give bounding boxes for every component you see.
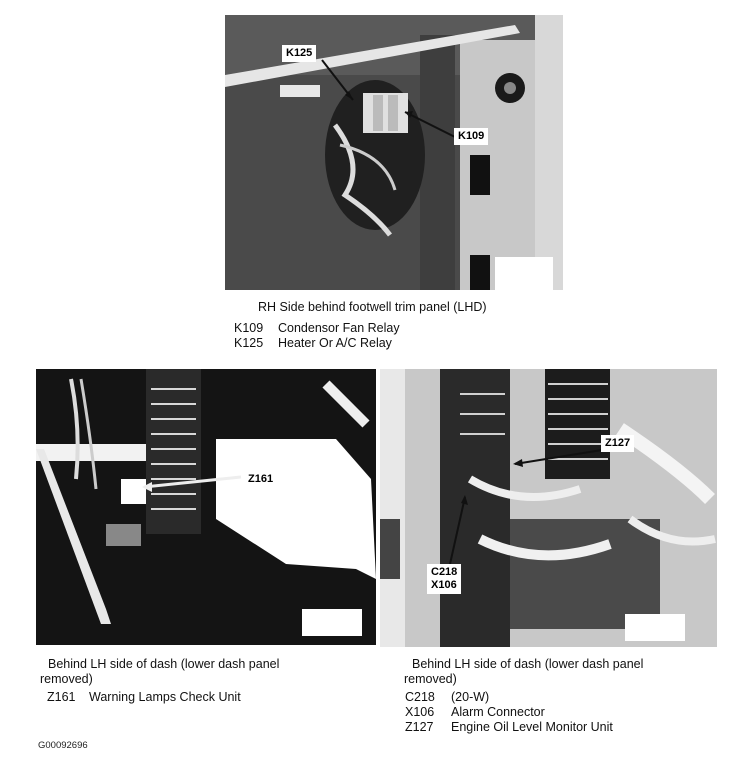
legend-item	[405, 720, 613, 735]
callout-c218: C218	[431, 566, 458, 578]
legend-code: Z127	[405, 720, 434, 734]
photo-lh-dash-right	[380, 369, 717, 647]
legend-item	[234, 336, 400, 351]
photo-lh-dash-right-image	[380, 369, 717, 647]
legend-description: Heater Or A/C Relay	[278, 336, 392, 350]
legend-code: K125	[234, 336, 264, 350]
photo-rh-footwell-image	[225, 15, 563, 290]
legend-rh-footwell	[234, 321, 400, 351]
legend-description: Alarm Connector	[451, 705, 545, 719]
caption-lh-dash-left: Behind LH side of dash (lower dash panel removed)	[40, 657, 280, 686]
callout-k109: K109	[454, 128, 488, 145]
callout-z127: Z127	[601, 435, 634, 452]
callout-c218-x106	[427, 564, 461, 594]
caption-rh-footwell: RH Side behind footwell trim panel (LHD)	[258, 300, 487, 314]
callout-k125: K125	[282, 45, 316, 62]
callout-x106: X106	[431, 579, 457, 591]
legend-lh-dash-right	[405, 690, 613, 735]
legend-lh-dash-left	[47, 690, 241, 705]
legend-code: C218	[405, 690, 435, 704]
legend-code: K109	[234, 321, 264, 335]
legend-description: (20-W)	[451, 690, 490, 704]
legend-description: Engine Oil Level Monitor Unit	[451, 720, 613, 734]
photo-rh-footwell	[225, 15, 563, 290]
legend-code: X106	[405, 705, 435, 719]
legend-item	[234, 321, 400, 336]
photo-lh-dash-left	[36, 369, 376, 645]
legend-description: Condensor Fan Relay	[278, 321, 400, 335]
photo-lh-dash-left-image	[36, 369, 376, 645]
legend-item	[47, 690, 241, 705]
legend-item	[405, 690, 613, 705]
legend-code: Z161	[47, 690, 76, 704]
callout-z161: Z161	[248, 473, 274, 485]
legend-description: Warning Lamps Check Unit	[89, 690, 241, 704]
legend-item	[405, 705, 613, 720]
figure-id: G00092696	[38, 740, 88, 751]
caption-lh-dash-right: Behind LH side of dash (lower dash panel removed)	[404, 657, 644, 686]
